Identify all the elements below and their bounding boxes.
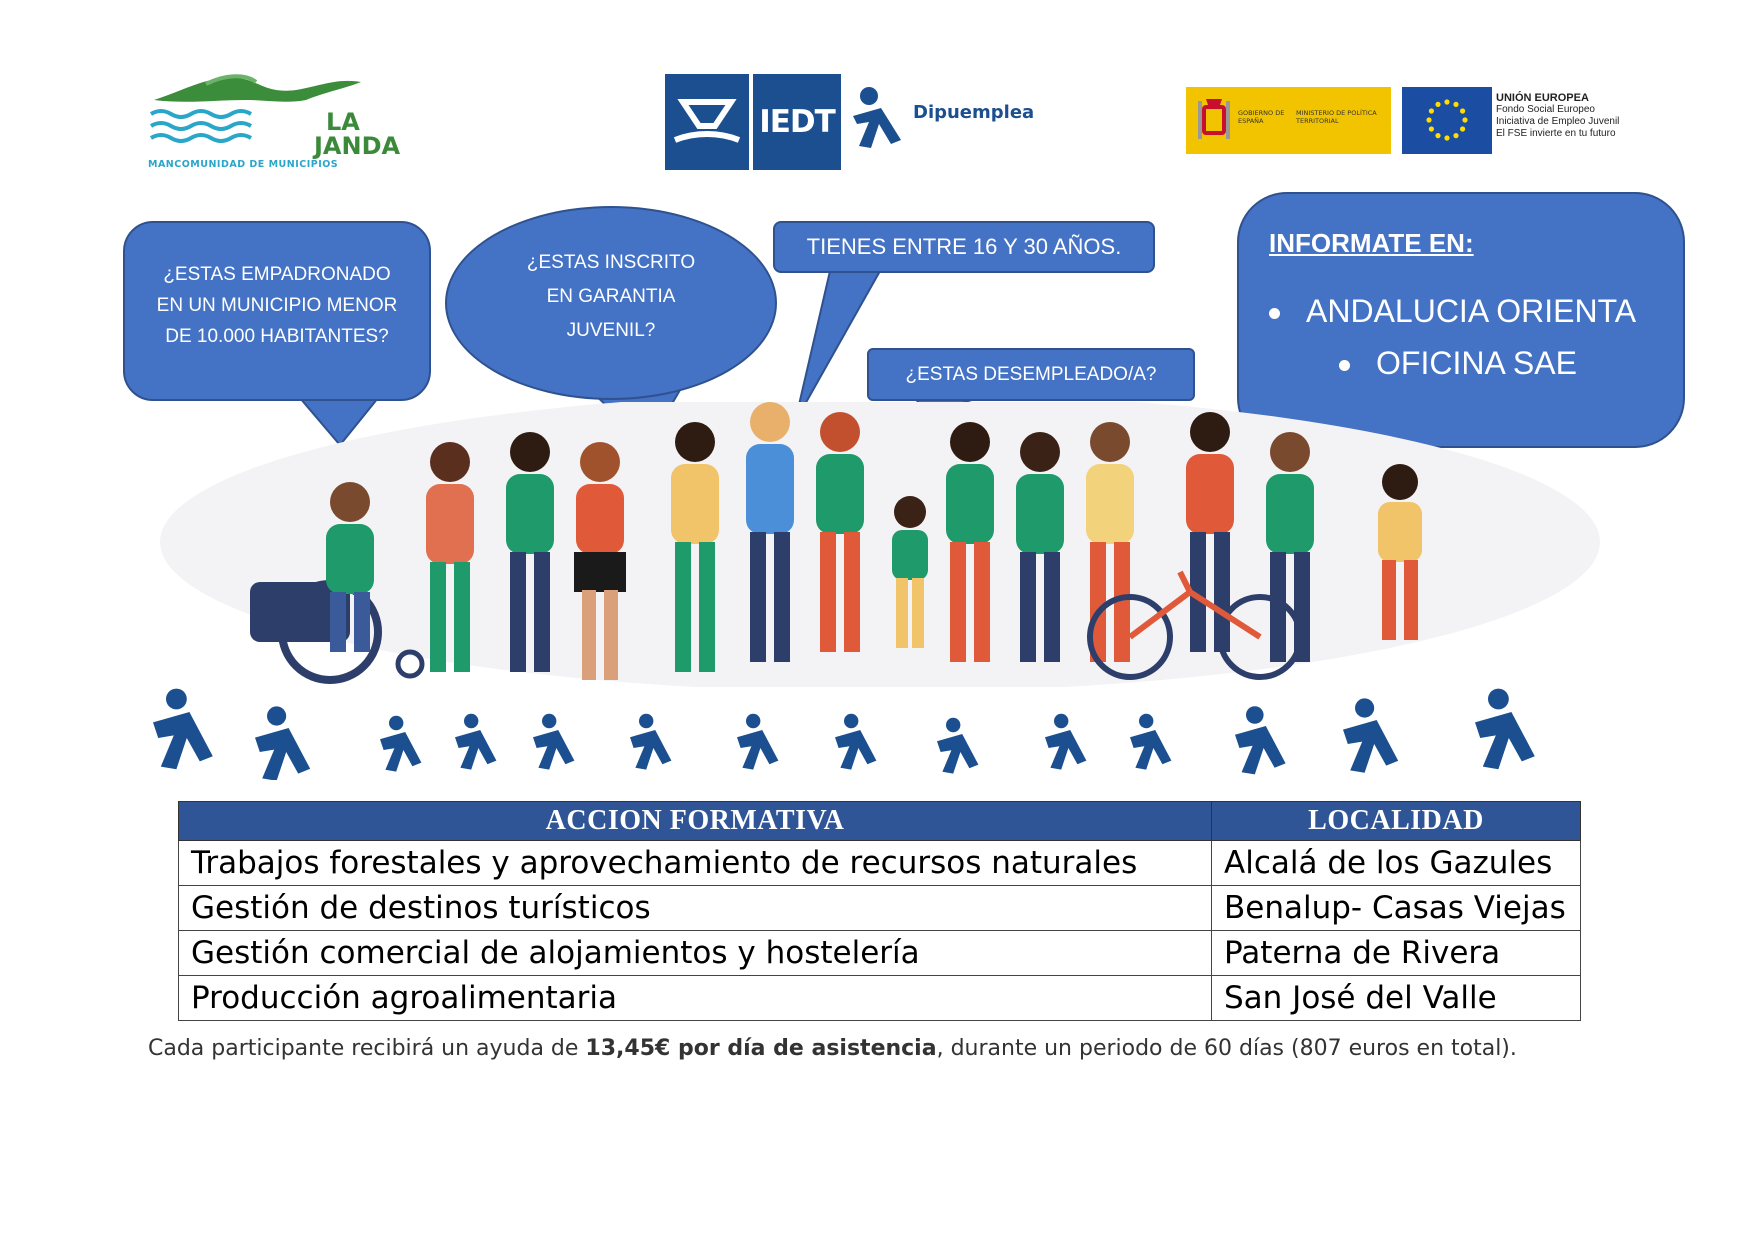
- bubble-empadronado-line1: ¿ESTAS EMPADRONADO: [163, 264, 391, 285]
- course-name: Producción agroalimentaria: [179, 976, 1212, 1021]
- courses-table: [178, 801, 1581, 1021]
- bubble-inscrito-line2: EN GARANTIA: [546, 286, 676, 307]
- table-row: [179, 841, 1581, 886]
- footnote-before: Cada participante recibirá un ayuda de: [148, 1036, 586, 1061]
- runner-icon: [153, 689, 213, 770]
- informate-item: [1269, 337, 1683, 389]
- table-row: [179, 886, 1581, 931]
- bubble-empadronado-line2: EN UN MUNICIPIO MENOR: [156, 295, 398, 316]
- informate-item-label: ANDALUCIA ORIENTA: [1306, 293, 1637, 329]
- runner-icon: [1343, 698, 1398, 772]
- runner-icon: [1235, 706, 1286, 774]
- bubble-inscrito: [445, 206, 777, 400]
- payment-footnote: [148, 1036, 1608, 1061]
- runner-icon: [937, 718, 978, 774]
- janda-subtitle: MANCOMUNIDAD DE MUNICIPIOS: [148, 159, 339, 170]
- runner-icon: [380, 716, 421, 772]
- bubble-inscrito-line3: JUVENIL?: [566, 320, 656, 341]
- eu-line4: El FSE invierte en tu futuro: [1496, 128, 1616, 139]
- table-row: [179, 976, 1581, 1021]
- course-location: Paterna de Rivera: [1212, 931, 1581, 976]
- header-accion-formativa: ACCION FORMATIVA: [179, 802, 1212, 841]
- header-localidad: LOCALIDAD: [1212, 802, 1581, 841]
- ministerio-label: MINISTERIO DE POLÍTICA TERRITORIAL: [1296, 109, 1377, 125]
- table-row: [179, 931, 1581, 976]
- runner-icon: [455, 714, 496, 770]
- eu-line3: Iniciativa de Empleo Juvenil: [1496, 116, 1620, 127]
- course-location: Alcalá de los Gazules: [1212, 841, 1581, 886]
- bullet-icon: [1269, 308, 1280, 319]
- runner-icon: [737, 714, 778, 770]
- runner-icon: [1475, 689, 1535, 770]
- eu-line2: Fondo Social Europeo: [1496, 104, 1595, 115]
- course-location: San José del Valle: [1212, 976, 1581, 1021]
- bubble-empadronado: [123, 221, 431, 401]
- course-name: Trabajos forestales y aprovechamiento de recursos naturales: [179, 841, 1212, 886]
- iedt-label: IEDT: [753, 74, 841, 170]
- footnote-bold: 13,45€ por día de asistencia: [585, 1036, 937, 1061]
- table-header-row: [179, 802, 1581, 841]
- course-name: Gestión de destinos turísticos: [179, 886, 1212, 931]
- runner-icon: [630, 714, 671, 770]
- young-people-crowd-illustration: [150, 402, 1610, 687]
- informate-item: [1269, 285, 1683, 337]
- informate-title: INFORMATE EN:: [1269, 228, 1474, 258]
- dipuemplea-pictogram-row: [145, 680, 1575, 780]
- course-name: Gestión comercial de alojamientos y hostelería: [179, 931, 1212, 976]
- bubble-inscrito-line1: ¿ESTAS INSCRITO: [526, 252, 696, 273]
- janda-line1: LA: [326, 108, 360, 136]
- informate-list: [1269, 285, 1683, 389]
- bubble-empadronado-line3: DE 10.000 HABITANTES?: [165, 326, 389, 347]
- informate-item-label: OFICINA SAE: [1376, 345, 1577, 381]
- janda-line2: JANDA: [314, 132, 401, 160]
- course-location: Benalup- Casas Viejas: [1212, 886, 1581, 931]
- runner-icon: [1045, 714, 1086, 770]
- gobierno-label: GOBIERNO DE ESPAÑA: [1238, 109, 1285, 125]
- runner-icon: [533, 714, 574, 770]
- eu-title: UNIÓN EUROPEA: [1496, 92, 1589, 104]
- footnote-after: , durante un periodo de 60 días (807 euros en total).: [936, 1036, 1517, 1061]
- bubble-edad: TIENES ENTRE 16 Y 30 AÑOS.: [773, 221, 1155, 273]
- bubble-desempleado: ¿ESTAS DESEMPLEADO/A?: [867, 348, 1195, 401]
- runner-icon: [835, 714, 876, 770]
- dipuemplea-label: Dipuemplea: [913, 102, 1035, 123]
- runner-icon: [1130, 714, 1171, 770]
- bullet-icon: [1339, 360, 1350, 371]
- runner-icon: [255, 706, 310, 780]
